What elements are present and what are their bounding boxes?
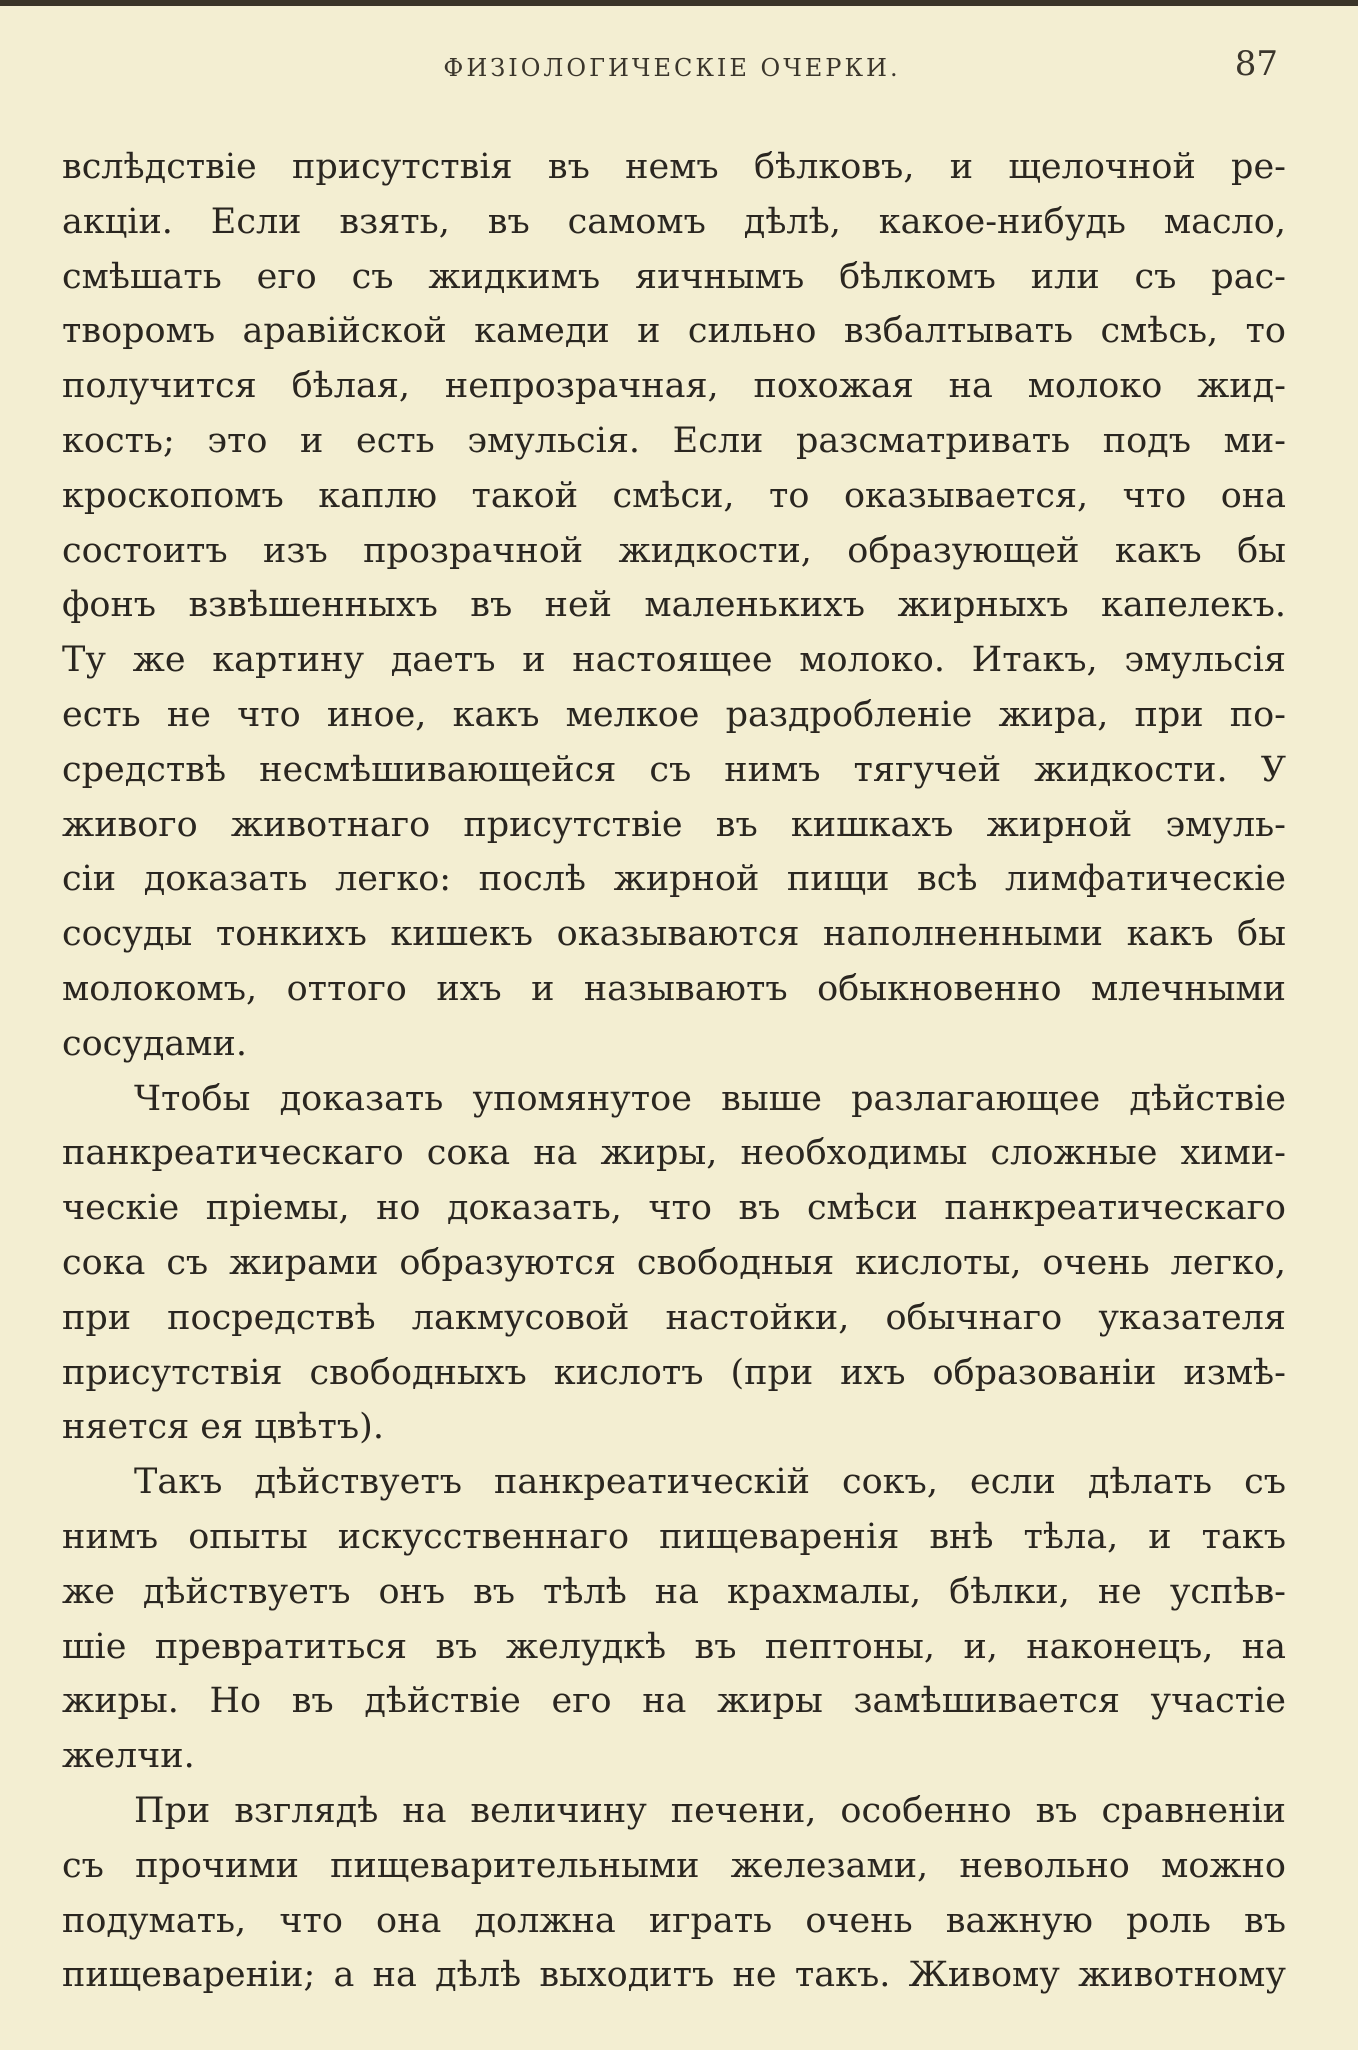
text-line: молокомъ, оттого ихъ и называютъ обыкновенно млечными: [62, 968, 1286, 1009]
text-line: сосудами.: [62, 1023, 247, 1064]
text-line: живого животнаго присутствіе въ кишкахъ жирной эмуль-: [62, 804, 1286, 845]
text-line: жиры. Но въ дѣйствіе его на жиры замѣшивается участіе: [62, 1681, 1286, 1722]
text-line: сіи доказать легко: послѣ жирной пищи всѣ лимфатическіе: [62, 859, 1286, 900]
text-line: вслѣдствіе присутствія въ немъ бѣлковъ, и щелочной ре-: [62, 147, 1286, 187]
text-line: панкреатическаго сока на жиры, необходимы сложные хими-: [62, 1133, 1286, 1174]
page-number: 87: [1234, 44, 1278, 84]
text-line: присутствія свободныхъ кислотъ (при ихъ образованіи измѣ-: [62, 1352, 1286, 1393]
paragraph-4: [62, 1784, 1286, 2003]
paragraph-3: [62, 1455, 1286, 1784]
text-line: няется ея цвѣтъ).: [62, 1407, 384, 1448]
text-line: творомъ аравійской камеди и сильно взбалтывать смѣсь, то: [62, 311, 1286, 352]
paragraph-1: [62, 140, 1286, 1072]
text-line: нимъ опыты искусственнаго пищеваренія внѣ тѣла, и такъ: [62, 1516, 1286, 1557]
text-line: кость; это и есть эмульсія. Если разсматривать подъ ми-: [62, 420, 1286, 461]
text-line: фонъ взвѣшенныхъ въ ней маленькихъ жирныхъ капелекъ.: [62, 585, 1286, 626]
text-line: Ту же картину даетъ и настоящее молоко. Итакъ, эмульсія: [62, 640, 1286, 681]
text-line: подумать, что она должна играть очень важную роль въ: [62, 1900, 1286, 1941]
text-line: шіе превратиться въ желудкѣ въ пептоны, и, наконецъ, на: [62, 1626, 1286, 1667]
text-line: съ прочими пищеварительными железами, невольно можно: [62, 1845, 1286, 1886]
text-line: смѣшать его съ жидкимъ яичнымъ бѣлкомъ или съ рас-: [62, 256, 1286, 297]
text-line: При взглядѣ на величину печени, особенно въ сравненіи: [134, 1790, 1286, 1831]
text-line: же дѣйствуетъ онъ въ тѣлѣ на крахмалы, бѣлки, не успѣв-: [62, 1571, 1286, 1612]
text-line: ческіе пріемы, но доказать, что въ смѣси панкреатическаго: [62, 1188, 1286, 1229]
top-border-rule: [0, 0, 1358, 6]
text-line: пищевареніи; а на дѣлѣ выходитъ не такъ. Живому животному: [62, 1955, 1286, 1996]
running-title: ФИЗІОЛОГИЧЕСКІЕ ОЧЕРКИ.: [443, 54, 901, 82]
text-line: сосуды тонкихъ кишекъ оказываются наполненными какъ бы: [62, 914, 1286, 955]
text-line: Чтобы доказать упомянутое выше разлагающее дѣйствіе: [134, 1078, 1286, 1119]
text-line: кроскопомъ каплю такой смѣси, то оказывается, что она: [62, 475, 1286, 516]
text-line: сока съ жирами образуются свободныя кислоты, очень легко,: [62, 1242, 1286, 1283]
text-line: акціи. Если взять, въ самомъ дѣлѣ, какое-нибудь масло,: [62, 201, 1286, 242]
text-line: Такъ дѣйствуетъ панкреатическій сокъ, если дѣлать съ: [134, 1462, 1286, 1503]
body-text: [62, 140, 1286, 2003]
text-line: при посредствѣ лакмусовой настойки, обычнаго указателя: [62, 1297, 1286, 1338]
page-header: [62, 44, 1282, 94]
text-line: получится бѣлая, непрозрачная, похожая на молоко жид-: [62, 366, 1286, 407]
text-line: есть не что иное, какъ мелкое раздробленіе жира, при по-: [62, 694, 1286, 735]
text-line: состоитъ изъ прозрачной жидкости, образующей какъ бы: [62, 530, 1286, 571]
text-line: желчи.: [62, 1736, 195, 1777]
paragraph-2: [62, 1072, 1286, 1456]
text-line: средствѣ несмѣшивающейся съ нимъ тягучей жидкости. У: [62, 749, 1286, 790]
